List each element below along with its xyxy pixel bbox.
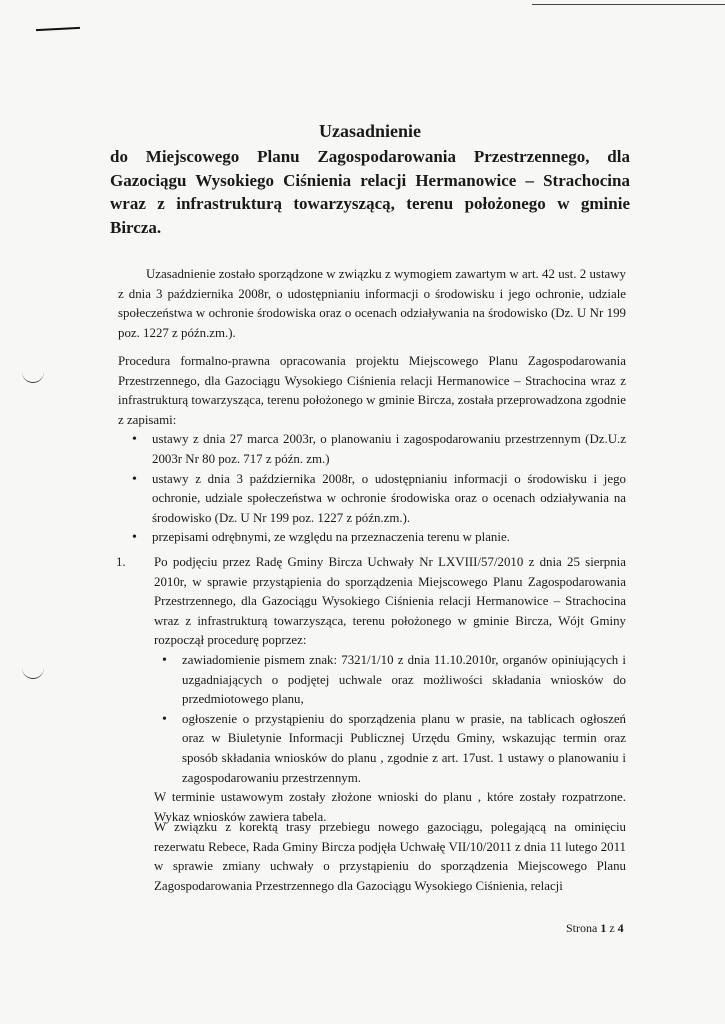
bullet-list-statutes [118, 430, 626, 548]
item-conclusion: W terminie ustawowym zostały złożone wnioski do planu , które zostały rozpatrzone. Wykaz wniosków zawiera tabela. [154, 790, 626, 824]
item-number: 1. [116, 555, 126, 569]
pen-mark [36, 27, 80, 31]
punch-hole-mark [22, 372, 44, 383]
bullet-list-actions [154, 651, 626, 788]
item-intro: Po podjęciu przez Radę Gminy Bircza Uchwały Nr LXVIII/57/2010 z dnia 25 sierpnia 2010r, w sprawie przystąpienia do sporządzenia Miejscowego Planu Zagospodarowania Przestrzennego, dla Gazociągu Wysokiego Ciśnienia relacji Hermanowice – Strachocina wraz z infrastrukturą towarzysząca, terenu położonego w gminie Bircza, Wójt Gminy rozpoczął procedurę poprzez: [154, 555, 626, 648]
paragraph-legal-basis: Uzasadnienie zostało sporządzone w związku z wymogiem zawartym w art. 42 ust. 2 ustawy z dnia 3 października 2008r, o udostępnianiu informacji o środowisku i jego ochronie, udziale społeczeństwa w ochronie środowiska oraz o ocenach odziaływania na środowisko (Dz. U Nr 199 poz. 1227 z późn.zm.). [118, 267, 626, 340]
list-item: • ustawy z dnia 3 października 2008r, o udostępnianiu informacji o środowisku i jego ochronie, udziale społeczeństwa w ochronie środowiska oraz o ocenach odziaływania na środowisko (Dz. U Nr 199 poz. 1227 z późn.zm.). [152, 470, 626, 529]
numbered-item-1 [118, 553, 626, 827]
list-item: • przepisami odrębnymi, ze względu na przeznaczenia terenu w planie. [152, 528, 626, 548]
paragraph-procedure: Procedura formalno-prawna opracowania projektu Miejscowego Planu Zagospodarowania Przestrzennego, dla Gazociągu Wysokiego Ciśnienia relacji Hermanowice – Strachocina wraz z infrastrukturą towarzysząca, terenu położonego w gminie Bircza, została przeprowadzona zgodnie z zapisami: • ustawy z dnia 27 marca 2003r, o planowaniu i zagospodarowaniu przestrzennym (Dz.U.z 2003r Nr 80 poz. 717 z późn. zm.) • ustawy z dnia 3 października 2008r, o udostępnianiu informacji o środowisku i jego ochronie, udziale społeczeństwa w ochronie środowiska oraz o ocenach odziaływania na środowisko (Dz. U Nr 199 poz. 1227 z późn.zm.). • przepisami odrębnymi, ze względu na przeznaczenia terenu w planie. [118, 352, 626, 548]
document-title: Uzasadnienie [318, 121, 421, 141]
title-block [110, 120, 630, 239]
paragraph-route-change: W związku z korektą trasy przebiegu nowego gazociągu, polegającą na ominięciu rezerwatu Rebece, Rada Gminy Bircza podjęła Uchwałę VII/10/2011 z dnia 11 lutego 2011 w sprawie zmiany uchwały o przystąpieniu do sporządzenia Miejscowego Planu Zagospodarowania Przestrzennego dla Gazociągu Wysokiego Ciśnienia, relacji [154, 820, 626, 893]
punch-hole-mark [22, 668, 44, 679]
page-footer: Strona 1 z 4 [566, 921, 624, 935]
list-item: • zawiadomienie pismem znak: 7321/1/10 z dnia 11.10.2010r, organów opiniujących i uzgadniających o podjętej uchwale oraz możliwości składania wniosków do przedmiotowego planu, [182, 651, 626, 710]
scan-top-rule [532, 4, 725, 5]
list-item: • ustawy z dnia 27 marca 2003r, o planowaniu i zagospodarowaniu przestrzennym (Dz.U.z 2003r Nr 80 poz. 717 z późn. zm.) [152, 430, 626, 469]
list-item: • ogłoszenie o przystąpieniu do sporządzenia planu w prasie, na tablicach ogłoszeń oraz w Biuletynie Informacji Publicznej Urzędu Gminy, wskazując termin oraz sposób składania wniosków do planu , zgodnie z art. 17ust. 1 ustawy o planowaniu i zagospodarowaniu przestrzennym. [182, 710, 626, 788]
page-total: 4 [617, 921, 624, 935]
page-number: 1 [600, 921, 607, 935]
document-subtitle: do Miejscowego Planu Zagospodarowania Przestrzennego, dla Gazociągu Wysokiego Ciśnienia relacji Hermanowice – Strachocina wraz z infrastrukturą towarzyszącą, terenu położonego w gminie Bircza. [110, 147, 630, 237]
